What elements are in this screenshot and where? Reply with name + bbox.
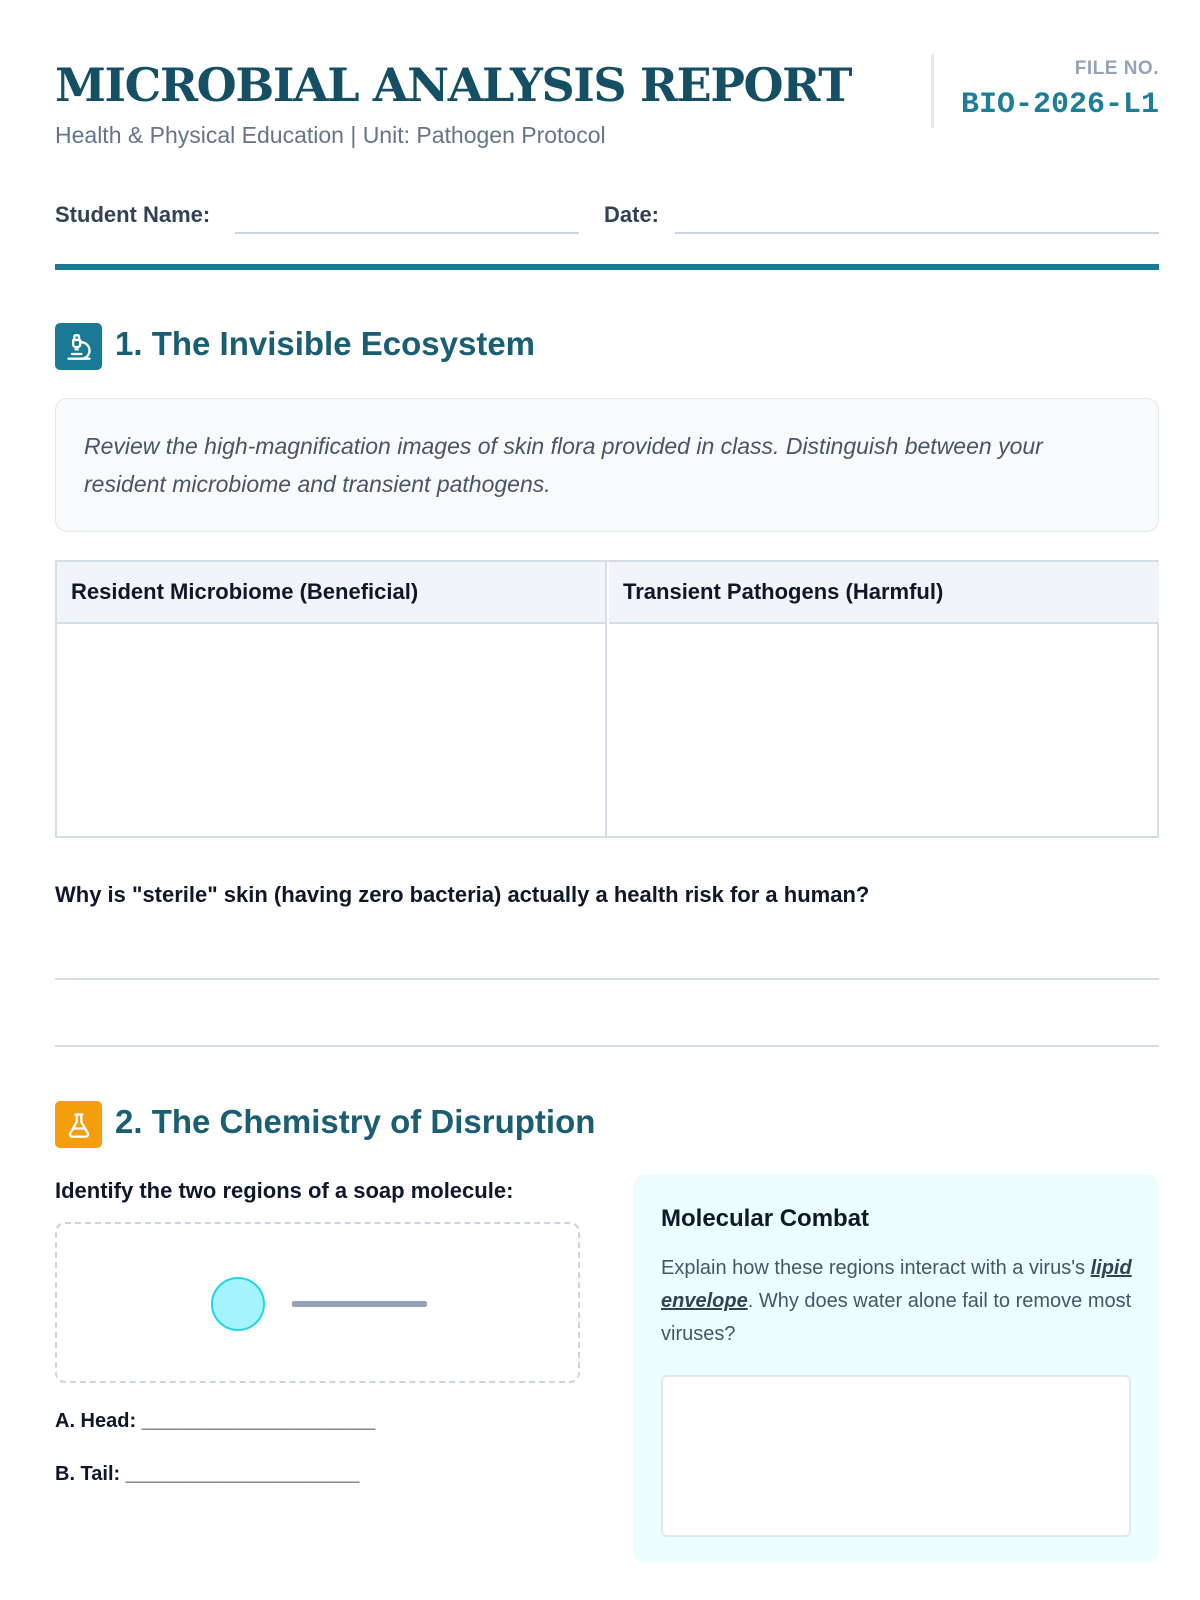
combat-text-after: . Why does water alone fail to remove most viruses? (661, 1290, 1132, 1345)
instructions-note (55, 398, 1159, 532)
date-label: Date: (604, 202, 660, 227)
file-number-box (931, 54, 1159, 128)
flask-icon (55, 1101, 102, 1148)
answer-line-2[interactable] (55, 1045, 1159, 1047)
sterile-skin-question: Why is "sterile" skin (having zero bacteria) actually a health risk for a human? (55, 882, 870, 907)
soap-regions-prompt: Identify the two regions of a soap molecule: (55, 1178, 514, 1203)
student-info-fields (55, 198, 1159, 238)
microscope-icon (55, 323, 102, 370)
table-header-transient: Transient Pathogens (Harmful) (609, 562, 1159, 624)
transient-column (609, 562, 1159, 836)
student-name-label: Student Name: (55, 202, 211, 227)
head-label-field[interactable]: A. Head: _____________________ (55, 1410, 376, 1432)
resident-column (57, 562, 607, 836)
section-2-title: 2. The Chemistry of Disruption (115, 1103, 596, 1140)
table-header-resident: Resident Microbiome (Beneficial) (57, 562, 605, 624)
section-1-title: 1. The Invisible Ecosystem (115, 325, 536, 362)
comparison-table (55, 560, 1159, 838)
report-subtitle: Health & Physical Education | Unit: Pathogen Protocol (55, 122, 606, 148)
date-field[interactable] (675, 232, 1159, 234)
molecular-combat-title: Molecular Combat (661, 1205, 870, 1232)
section-1-header (55, 323, 1159, 371)
molecular-combat-text (661, 1252, 1137, 1351)
transient-answer-cell[interactable] (609, 624, 1159, 834)
lipid-envelope-term: lipid envelope (661, 1257, 1132, 1312)
soap-head-circle (211, 1277, 265, 1331)
student-name-field[interactable] (235, 232, 579, 234)
header-divider (55, 264, 1159, 270)
combat-answer-box[interactable] (661, 1375, 1131, 1537)
molecular-combat-callout (633, 1175, 1159, 1563)
worksheet-page (55, 0, 1159, 1600)
resident-answer-cell[interactable] (57, 624, 605, 834)
section-2-header (55, 1101, 1159, 1149)
answer-line-1[interactable] (55, 978, 1159, 980)
instructions-text: Review the high-magnification images of skin flora provided in class. Distinguish between your resident microbiome and transient pathogens. (84, 433, 1043, 497)
file-number-label: FILE NO. (1074, 58, 1159, 79)
report-title: MICROBIAL ANALYSIS REPORT (55, 58, 852, 112)
tail-label-field[interactable]: B. Tail: _____________________ (55, 1463, 360, 1485)
combat-text-before: Explain how these regions interact with a virus's (661, 1257, 1091, 1279)
soap-tail-line (292, 1301, 427, 1307)
report-header (55, 52, 1159, 162)
file-number-value: BIO-2026-L1 (960, 88, 1159, 122)
soap-molecule-diagram (55, 1222, 580, 1383)
